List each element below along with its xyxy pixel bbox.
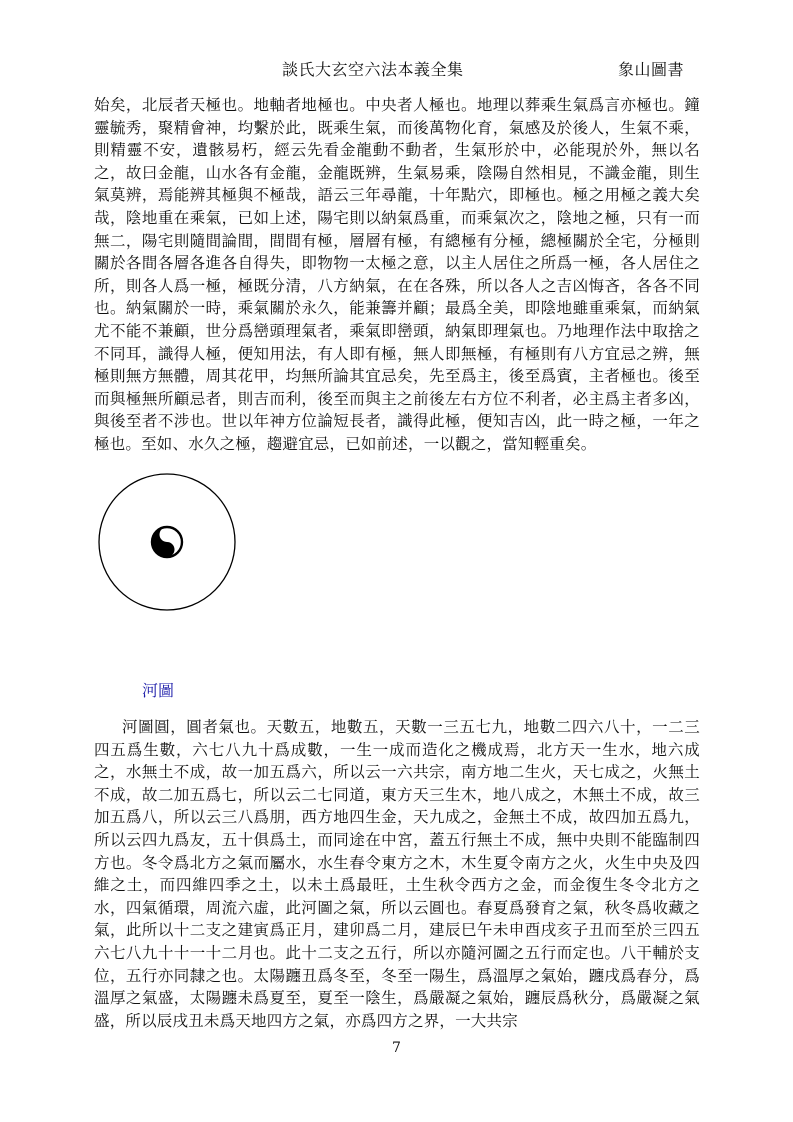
book-title: 談氏大玄空六法本義全集 (282, 60, 464, 79)
body-paragraph-1: 始矣，北辰者天極也。地軸者地極也。中央者人極也。地理以葬乘生氣爲言亦極也。鐘靈毓秀，聚精會神，均繫於此，既乘生氣，而後萬物化育，氣感及於後人，生氣不乘，則精靈不安，遺骸易朽，經云先看金龍動不動者，生氣形於中，必能現於外，無以名之，故曰金龍，山水各有金龍，金龍既辨，生氣易乘，陰陽自然相見，不識金龍，則生氣莫辨，焉能辨其極與不極哉，語云三年尋龍，十年點穴，即極也。極之用極之義大矣哉，陰地重在乘氣，已如上述，陽宅則以納氣爲重，而乘氣次之，陰地之極，只有一而無二，陽宅則隨間論間，間間有極，層層有極，有總極有分極，總極關於全宅，分極則關於各間各層各進各自得失，即物物一太極之意，以主人居住之所爲一極，各人居住之所，則各人爲一極，極既分清，八方納氣，在在各殊，所以各人之吉凶悔吝，各各不同也。納氣關於一時，乘氣關於永久，能兼籌并顧；最爲全美，即陰地雖重乘氣，而納氣尤不能不兼顧，世分爲巒頭理氣者，乘氣即巒頭，納氣即理氣也。乃地理作法中取捨之不同耳，識得人極，便知用法，有人即有極，無人即無極，有極則有八方宜忌之辨，無極則無方無體，周其花甲，均無所論其宜忌矣，先至爲主，後至爲賓，主者極也。後至而與極無所顧忌者，則吉而利，後至而與主之前後左右方位不利者，必主爲主者多凶，與後至者不涉也。世以年神方位論短長者，識得此極，便知吉凶，此一時之極，一年之極也。至如、水久之極，趨避宜忌，已如前述，一以觀之，當知輕重矣。 (94, 96, 700, 453)
page-number: 7 (392, 1040, 401, 1056)
section-heading-hetu: 河圖 (142, 681, 175, 700)
body-paragraph-2: 河圖圓，圓者氣也。天數五，地數五，天數一三五七九，地數二四六八十，一二三四五爲生數，六七八九十爲成數，一生一成而造化之機成焉，北方天一生水，地六成之，水無土不成，故一加五爲六，所以云一六共宗，南方地二生火，天七成之，火無土不成，故二加五爲七，所以云二七同道，東方天三生木，地八成之，木無土不成，故三加五爲八，所以云三八爲朋，西方地四生金，天九成之，金無土不成，故四加五爲九，所以云四九爲友，五十俱爲土，而同途在中宮，蓋五行無土不成，無中央則不能臨制四方也。冬令爲北方之氣而屬水，水生春令東方之木，木生夏令南方之火，火生中央及四維之土，而四維四季之土，以未土爲最旺，土生秋令西方之金，而金復生冬令北方之水，四氣循環，周流六虛，此河圖之氣，所以云圓也。春夏爲發育之氣，秋冬爲收藏之氣，此所以十二支之建寅爲正月，建卯爲二月，建辰巳午未申酉戌亥子丑而至於三四五六七八九十十一十二月也。此十二支之五行，所以亦隨河圖之五行而定也。八干輔於支位，五行亦同隸之也。太陽躔丑爲冬至，冬至一陽生，爲溫厚之氣始，躔戌爲春分，爲溫厚之氣盛，太陽躔未爲夏至，夏至一陰生，爲嚴凝之氣始，躔辰爲秋分，爲嚴凝之氣盛，所以辰戌丑未爲天地四方之氣，亦爲四方之界，一大共宗 (94, 718, 700, 1030)
publisher-name: 象山圖書 (618, 60, 685, 79)
circle-diagram (97, 472, 237, 612)
yin-yang-icon (152, 527, 182, 557)
